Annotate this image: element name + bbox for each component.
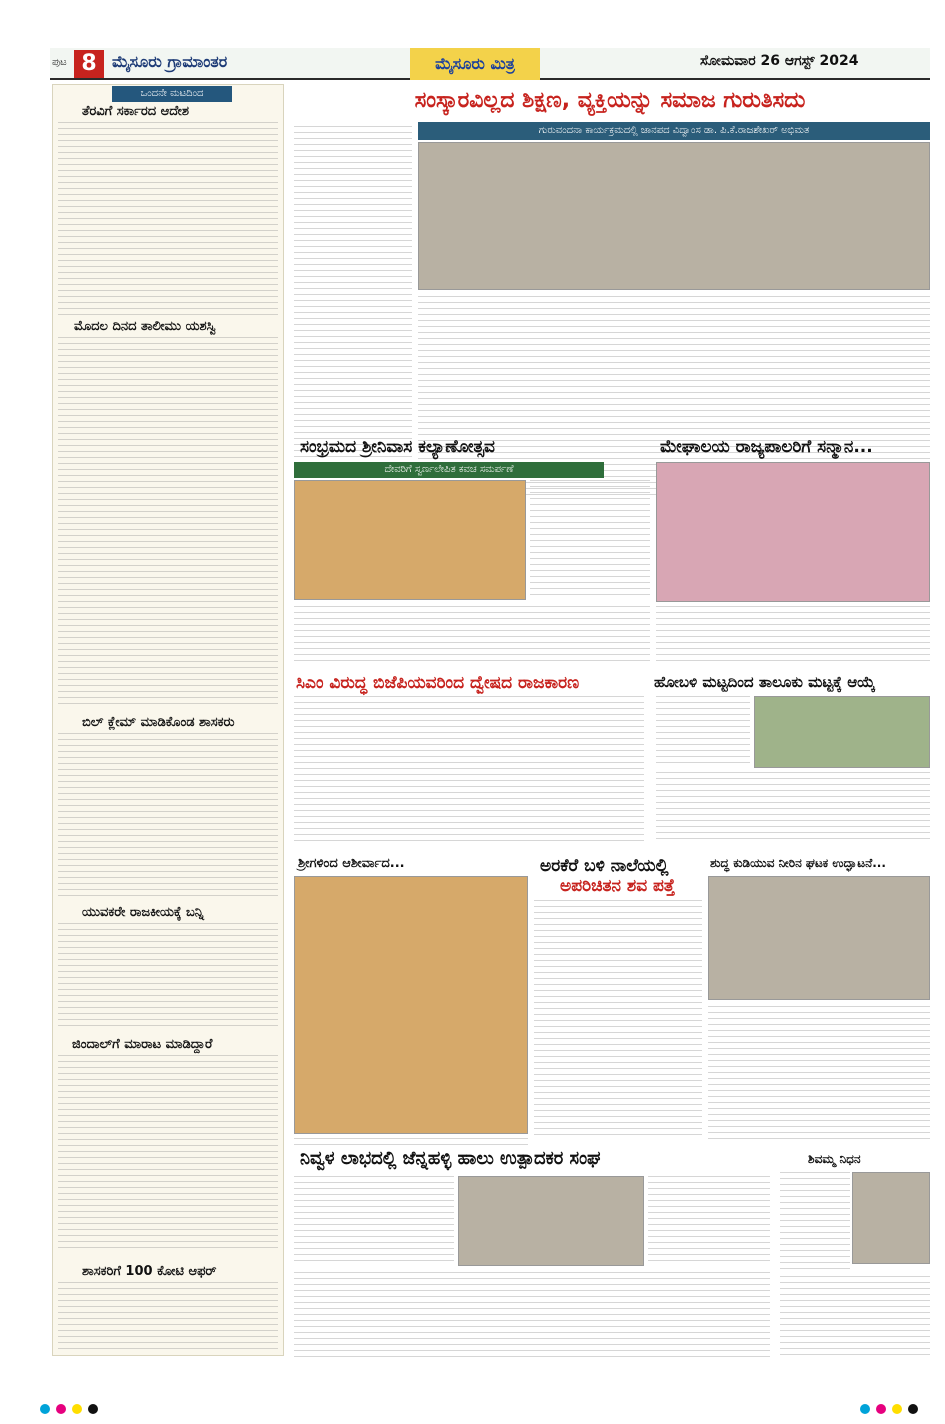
story-body [656, 696, 750, 766]
magenta-mark [876, 1404, 886, 1414]
story-photo [294, 480, 526, 600]
story-body [58, 1282, 278, 1352]
story-headline: ಅಪರಿಚಿತನ ಶವ ಪತ್ತೆ [560, 876, 676, 896]
issue-date: ಸೋಮವಾರ 26 ಆಗಸ್ಟ್ 2024 [700, 53, 859, 69]
black-mark [88, 1404, 98, 1414]
story-headline: ಹೋಬಳಿ ಮಟ್ಟದಿಂದ ತಾಲೂಕು ಮಟ್ಟಕ್ಕೆ ಆಯ್ಕೆ [654, 673, 876, 691]
story-body [294, 1138, 528, 1146]
story-headline: ಶ್ರೀಗಳಿಂದ ಆಶೀರ್ವಾದ... [298, 856, 405, 871]
story-headline: ಬಿಲ್ ಕ್ಲೇಮ್ ಮಾಡಿಕೊಂಡ ಶಾಸಕರು [82, 715, 235, 730]
magenta-mark [56, 1404, 66, 1414]
cyan-mark [860, 1404, 870, 1414]
story-headline: ಶುದ್ಧ ಕುಡಿಯುವ ನೀರಿನ ಘಟಕ ಉದ್ಘಾಟನೆ... [710, 856, 886, 870]
story-body [58, 733, 278, 897]
story-headline: ಜಿಂದಾಲ್‌ಗೆ ಮಾರಾಟ ಮಾಡಿದ್ದಾರೆ [72, 1037, 213, 1052]
lead-headline: ಸಂಸ್ಕಾರವಿಲ್ಲದ ಶಿಕ್ಷಣ, ವ್ಯಕ್ತಿಯನ್ನು ಸಮಾಜ ಗುರುತಿಸದು [414, 88, 806, 113]
story-photo [754, 696, 930, 768]
story-body [58, 122, 278, 318]
story-headline: ಅರಕೆರೆ ಬಳಿ ನಾಲೆಯಲ್ಲಿ [540, 856, 669, 876]
story-body [294, 1272, 770, 1360]
story-headline: ತೆರವಿಗೆ ಸರ್ಕಾರದ ಆದೇಶ [82, 104, 189, 119]
story-body [708, 1006, 930, 1140]
page-label: ಪುಟ [52, 57, 67, 68]
lead-subhead: ಗುರುವಂದನಾ ಕಾರ್ಯಕ್ರಮದಲ್ಲಿ ಜಾನಪದ ವಿದ್ವಾಂಸ ಡಾ. ಪಿ.ಕೆ.ರಾಜಶೇಖರ್ ಅಭಿಮತ [418, 122, 930, 140]
page-number-badge [52, 50, 108, 78]
story-headline: ಮೇಘಾಲಯ ರಾಜ್ಯಪಾಲರಿಗೆ ಸನ್ಮಾನ... [660, 437, 873, 457]
story-body [656, 606, 930, 666]
section-name: ಮೈಸೂರು ಗ್ರಾಮಾಂತರ [112, 52, 228, 71]
story-photo [708, 876, 930, 1000]
story-body [780, 1276, 930, 1360]
paper-name: ಮೈಸೂರು ಮಿತ್ರ [410, 48, 540, 80]
story-body [530, 480, 650, 600]
story-body [294, 606, 650, 666]
story-headline: ಸಂಭ್ರಮದ ಶ್ರೀನಿವಾಸ ಕಲ್ಯಾಣೋತ್ಸವ [300, 437, 495, 457]
yellow-mark [892, 1404, 902, 1414]
story-body [294, 1176, 454, 1266]
story-photo [656, 462, 930, 602]
story-headline: ಶಿವಮ್ಮ ನಿಧನ [808, 1152, 861, 1166]
registration-marks [40, 1402, 920, 1416]
story-body [534, 900, 702, 1140]
cyan-mark [40, 1404, 50, 1414]
black-mark [908, 1404, 918, 1414]
story-tag: ದೇವರಿಗೆ ಸ್ವರ್ಣಲೇಪಿತ ಕವಚ ಸಮರ್ಪಣೆ [294, 462, 604, 478]
continued-kicker: ಒಂದನೇ ಮಟದಿಂದ [112, 86, 232, 102]
story-photo [294, 876, 528, 1134]
story-headline: ಸಿಎಂ ವಿರುದ್ಧ ಬಿಜೆಪಿಯವರಿಂದ ದ್ವೇಷದ ರಾಜಕಾರಣ [296, 673, 580, 693]
story-body [58, 337, 278, 707]
story-body [58, 923, 278, 1031]
story-headline: ಯುವಕರೇ ರಾಜಕೀಯಕ್ಕೆ ಬನ್ನಿ [82, 905, 204, 920]
page-number: 8 [74, 50, 104, 78]
obituary-photo [852, 1172, 930, 1264]
story-body [648, 1176, 770, 1266]
story-body [780, 1172, 850, 1272]
story-photo [458, 1176, 644, 1266]
story-headline: ನಿವ್ವಳ ಲಾಭದಲ್ಲಿ ಜೆನ್ನಹಳ್ಳಿ ಹಾಲು ಉತ್ಪಾದಕರ ಸಂಘ [300, 1148, 601, 1169]
story-headline: ಶಾಸಕರಿಗೆ 100 ಕೋಟಿ ಆಫರ್ [82, 1264, 217, 1279]
story-body [294, 696, 644, 842]
yellow-mark [72, 1404, 82, 1414]
story-headline: ಮೊದಲ ದಿನದ ತಾಲೀಮು ಯಶಸ್ವಿ [74, 319, 216, 334]
story-body [58, 1055, 278, 1253]
lead-photo [418, 142, 930, 290]
story-body [656, 772, 930, 842]
